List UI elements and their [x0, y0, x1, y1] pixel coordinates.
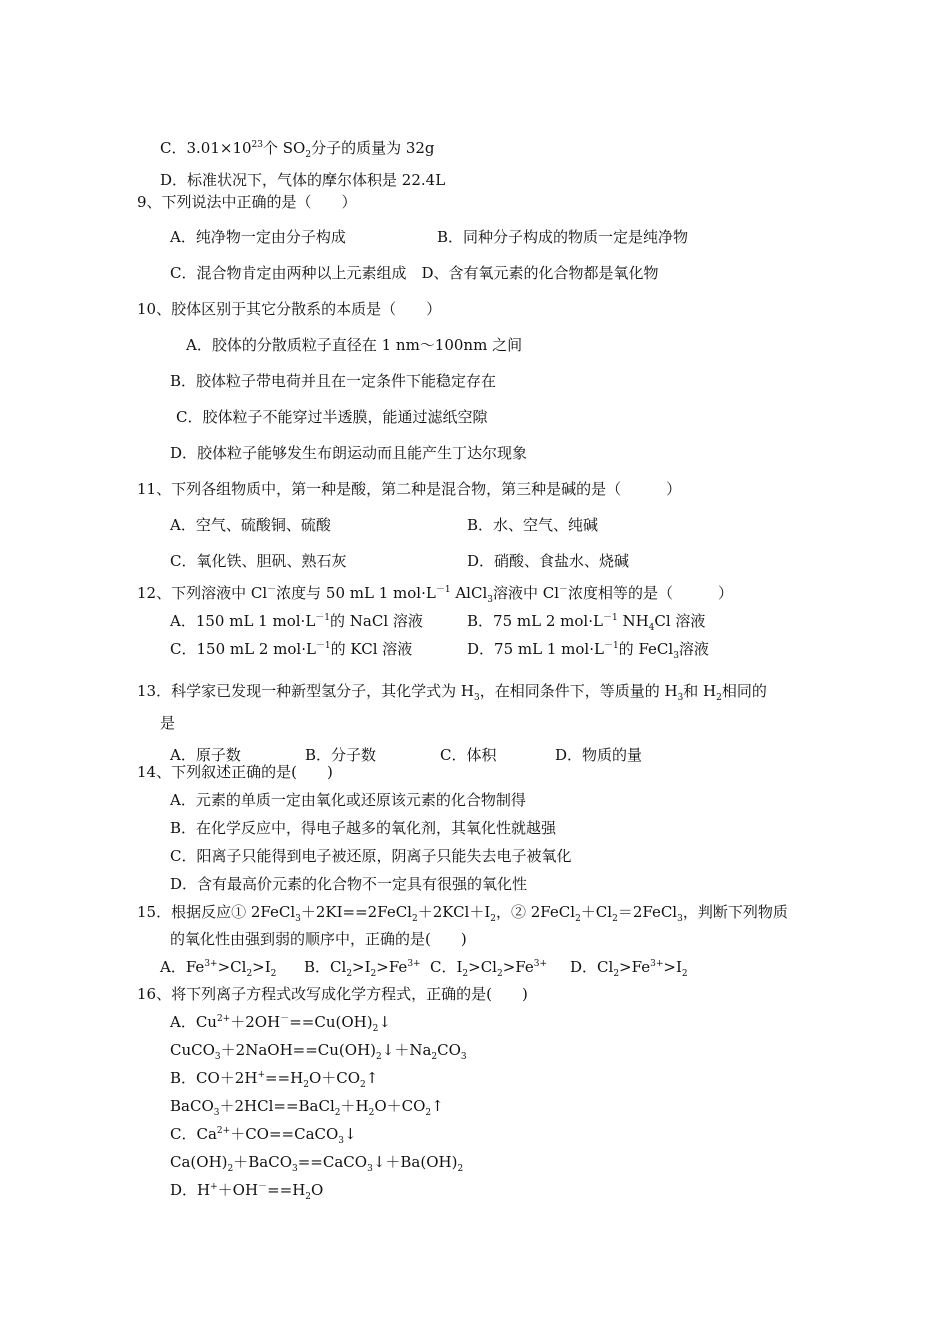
q9-option-b: B．同种分子构成的物质一定是纯净物 — [437, 228, 689, 246]
q15-option-a: A．$Fe^{3+}>Cl_2>I_2$ — [160, 958, 277, 979]
q12-option-b: B．75 mL 2 $mol\cdot L^{-1}$ $NH_4Cl$ 溶液 — [467, 612, 706, 633]
q15-stem-line1: 15．根据反应① $2FeCl_3+2KI==2FeCl_2+2KCl+I_2$，② $2FeCl_2+Cl_2=2FeCl_3$，判断下列物质 — [137, 903, 788, 924]
q13-option-b: B．分子数 — [305, 746, 377, 764]
q16-option-a-eq: $CuCO_3+2NaOH==Cu(OH)_2↓+Na_2CO_3$ — [170, 1041, 467, 1062]
q12-option-c: C．150 mL 2 $mol\cdot L^{-1}$的 KCl 溶液 — [170, 640, 413, 658]
q10-option-d: D．胶体粒子能够发生布朗运动而且能产生丁达尔现象 — [170, 444, 528, 462]
q9-stem: 9、下列说法中正确的是（ ） — [137, 193, 357, 211]
q14-option-c: C．阳离子只能得到电子被还原，阴离子只能失去电子被氧化 — [170, 847, 572, 865]
q11-stem: 11、下列各组物质中，第一种是酸，第二种是混合物，第三种是碱的是（ ） — [137, 480, 682, 498]
q9-option-cd: C．混合物肯定由两种以上元素组成 D、含有氧元素的化合物都是氧化物 — [170, 264, 659, 282]
q12-option-a: A．150 mL 1 $mol\cdot L^{-1}$的 NaCl 溶液 — [170, 612, 423, 630]
q10-option-a: A．胶体的分散质粒子直径在 1 nm～100nm 之间 — [186, 336, 523, 354]
q13-stem-line2: 是 — [160, 714, 176, 732]
q16-option-d-ion: D．$H^++OH^-==H_2O$ — [170, 1181, 324, 1202]
q16-option-c-eq: $Ca(OH)_2+BaCO_3==CaCO_3↓+Ba(OH)_2$ — [170, 1153, 464, 1174]
q11-option-c: C．氧化铁、胆矾、熟石灰 — [170, 552, 347, 570]
q13-option-a: A．原子数 — [170, 746, 241, 764]
q13-stem-line1: 13．科学家已发现一种新型氢分子，其化学式为 $H_3$，在相同条件下，等质量的 $H_3$和 $H_2$相同的 — [137, 682, 767, 703]
q16-option-b-eq: $BaCO_3+2HCl==BaCl_2+H_2O+CO_2↑$ — [170, 1097, 444, 1118]
q14-option-a: A．元素的单质一定由氧化或还原该元素的化合物制得 — [170, 791, 526, 809]
q15-stem-line2: 的氧化性由强到弱的顺序中，正确的是( ) — [170, 930, 467, 948]
q16-option-a-ion: A．$Cu^{2+}+2OH^-==Cu(OH)_2↓$ — [170, 1013, 391, 1034]
q10-stem: 10、胶体区别于其它分散系的本质是（ ） — [137, 300, 442, 318]
q14-option-b: B．在化学反应中，得电子越多的氧化剂，其氧化性就越强 — [170, 819, 557, 837]
q11-option-b: B．水、空气、纯碱 — [467, 516, 599, 534]
q16-option-c-ion: C．$Ca^{2+}+CO==CaCO_3↓$ — [170, 1125, 357, 1146]
q8-option-c: C．$3.01\times 10^{23}$个 $SO_2$分子的质量为 32g — [160, 139, 435, 160]
q9-option-a: A．纯净物一定由分子构成 — [170, 228, 346, 246]
q14-option-d: D．含有最高价元素的化合物不一定具有很强的氧化性 — [170, 875, 528, 893]
q10-option-c: C．胶体粒子不能穿过半透膜，能通过滤纸空隙 — [176, 408, 488, 426]
q13-option-d: D．物质的量 — [555, 746, 643, 764]
q11-option-d: D．硝酸、食盐水、烧碱 — [467, 552, 630, 570]
q13-option-c: C．体积 — [440, 746, 497, 764]
q16-option-b-ion: B．$CO+2H^+==H_2O+CO_2↑$ — [170, 1069, 379, 1090]
q8-option-d: D．标准状况下，气体的摩尔体积是 22.4L — [160, 171, 446, 189]
q12-stem: 12、下列溶液中 Cl－浓度与 50 mL 1 $mol\cdot L^{-1}$ AlCl$_3$溶液中 Cl－浓度相等的是（ ） — [137, 584, 734, 605]
q14-stem: 14、下列叙述正确的是( ) — [137, 763, 333, 781]
q15-option-d: D．$Cl_2>Fe^{3+}>I_2$ — [570, 958, 688, 979]
q11-option-a: A．空气、硫酸铜、硫酸 — [170, 516, 331, 534]
q10-option-b: B．胶体粒子带电荷并且在一定条件下能稳定存在 — [170, 372, 497, 390]
q15-option-c: C．$I_2>Cl_2>Fe^{3+}$ — [430, 958, 548, 979]
q16-stem: 16、将下列离子方程式改写成化学方程式，正确的是( ) — [137, 985, 528, 1003]
q12-option-d: D．75 mL 1 $mol\cdot L^{-1}$的 FeCl$_3$溶液 — [467, 640, 709, 661]
q15-option-b: B．$Cl_2>I_2>Fe^{3+}$ — [304, 958, 421, 979]
